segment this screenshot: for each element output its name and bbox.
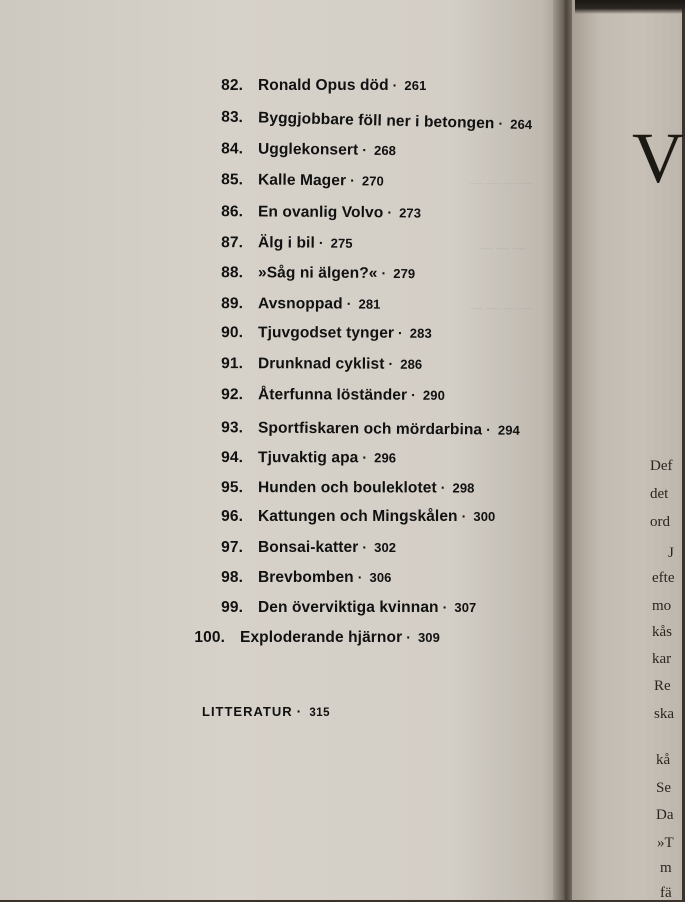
- toc-entry-number: 94.: [221, 449, 244, 467]
- right-page-fragment: fä: [660, 885, 672, 901]
- toc-entry-number: 87.: [221, 234, 244, 252]
- toc-entry-title: Drunknad cyklist: [257, 355, 385, 373]
- toc-entry-title: Hunden och bouleklotet: [257, 479, 437, 497]
- toc-entry-title: Älg i bil: [257, 234, 315, 252]
- toc-entry-number: 83.: [221, 108, 244, 127]
- toc-entry-page: 286: [400, 356, 423, 372]
- toc-entry-page: 283: [409, 325, 432, 341]
- toc-separator: ·: [362, 539, 368, 555]
- toc-entry-title: Exploderande hjärnor: [240, 629, 403, 646]
- toc-entry-number: 95.: [221, 479, 244, 497]
- toc-entry-number: 93.: [221, 419, 244, 437]
- toc-entry-number: 99.: [221, 599, 243, 616]
- toc-separator: ·: [388, 355, 394, 372]
- right-page-fragment: det: [650, 486, 669, 502]
- right-page-fragment: kar: [652, 651, 672, 667]
- show-through: — — — —: [470, 300, 532, 315]
- toc-entry-page: 302: [374, 540, 397, 555]
- toc-separator: ·: [296, 703, 303, 719]
- toc-entry-page: 307: [454, 600, 477, 615]
- toc-entry-number: 90.: [221, 324, 244, 342]
- toc-entry-page: 315: [309, 707, 330, 719]
- toc-entry-page: 294: [497, 422, 521, 438]
- toc-entry-page: 275: [330, 235, 353, 251]
- toc-entry: [200, 295, 381, 320]
- toc-entry: [200, 171, 384, 197]
- toc-separator: ·: [381, 264, 387, 281]
- toc-separator: ·: [440, 479, 446, 496]
- toc-entry-page: 281: [358, 296, 381, 312]
- toc-separator: ·: [461, 508, 467, 524]
- toc-entry-litteratur: [202, 703, 330, 719]
- toc-entry: [200, 234, 353, 259]
- toc-entry: [182, 629, 440, 653]
- toc-entry-page: 298: [452, 480, 475, 496]
- right-page-fragment: m: [660, 860, 672, 876]
- toc-separator: ·: [362, 449, 368, 466]
- toc-entry-title: Bonsai-katter: [258, 539, 359, 556]
- toc-entry-number: 82.: [221, 77, 243, 94]
- toc-entry-page: 300: [473, 509, 496, 524]
- toc-entry: [200, 569, 392, 593]
- toc-entry-number: 98.: [221, 569, 243, 586]
- toc-entry-number: 88.: [221, 264, 244, 282]
- toc-entry-title: Avsnoppad: [257, 295, 343, 313]
- toc-entry: [200, 479, 475, 503]
- toc-entry-title: Tjuvaktig apa: [257, 449, 359, 467]
- toc-separator: ·: [346, 295, 352, 312]
- toc-entry-number: 97.: [221, 539, 243, 556]
- toc-entry-title: LITTERATUR: [202, 704, 293, 719]
- toc-entry-title: Sportfiskaren och mördarbina: [257, 419, 483, 439]
- toc-entry-page: 309: [417, 630, 440, 645]
- toc-entry-page: 264: [510, 116, 533, 133]
- toc-separator: ·: [350, 172, 355, 189]
- toc-separator: ·: [357, 569, 363, 585]
- toc-separator: ·: [398, 324, 403, 341]
- toc-separator: ·: [406, 629, 411, 645]
- toc-entry-title: Ugglekonsert: [257, 140, 359, 159]
- toc-entry-page: 306: [369, 570, 392, 585]
- toc-entry-page: 290: [422, 387, 445, 403]
- toc-entry-page: 279: [393, 266, 416, 282]
- toc-entry: [200, 599, 476, 623]
- right-page-fragment: ska: [654, 706, 674, 722]
- right-page-fragment: »T: [657, 835, 674, 851]
- toc-entry-page: 270: [361, 173, 384, 189]
- toc-separator: ·: [362, 141, 368, 158]
- right-page-fragment: J: [668, 545, 674, 561]
- right-page-fragment: Re: [654, 678, 671, 694]
- toc-entry-title: Kalle Mager: [257, 171, 347, 190]
- toc-entry-title: Ronald Opus död: [258, 77, 389, 94]
- toc-entry-title: En ovanlig Volvo: [257, 203, 384, 222]
- toc-separator: ·: [318, 234, 324, 251]
- right-page-fragment: kås: [652, 624, 672, 640]
- toc-entry: [200, 264, 415, 289]
- toc-entry-number: 86.: [221, 203, 244, 221]
- toc-separator: ·: [411, 386, 416, 403]
- right-page-fragment: mo: [652, 598, 672, 614]
- right-page-fragment: Def: [650, 458, 673, 474]
- toc-entry-title: Kattungen och Mingskålen: [258, 508, 458, 525]
- right-page-fragment: efte: [652, 570, 675, 586]
- toc-entry: [200, 419, 520, 446]
- toc-entry: [200, 77, 426, 101]
- shadow-corner: [575, 0, 685, 14]
- toc-entry-page: 273: [399, 205, 422, 221]
- toc-entry-number: 92.: [221, 386, 244, 404]
- right-page-fragment: kå: [656, 752, 671, 768]
- toc-entry: [200, 355, 422, 380]
- toc-entry-title: Brevbomben: [258, 569, 354, 586]
- toc-separator: ·: [486, 421, 492, 438]
- toc-entry: [200, 203, 421, 229]
- chapter-initial: V: [632, 118, 684, 198]
- toc-entry-page: 268: [373, 142, 397, 159]
- toc-entry-number: 100.: [194, 629, 225, 646]
- toc-entry-number: 85.: [221, 171, 244, 189]
- toc-entry-page: 296: [374, 450, 397, 466]
- toc-entry: [200, 449, 396, 473]
- toc-entry: [200, 386, 445, 411]
- toc-entry-title: Byggjobbare föll ner i betongen: [257, 109, 495, 133]
- toc-entry-number: 89.: [221, 295, 244, 313]
- right-page-fragment: Se: [656, 780, 671, 796]
- toc-entry: [200, 140, 396, 166]
- toc-entry-number: 91.: [221, 355, 244, 373]
- toc-separator: ·: [387, 204, 393, 221]
- toc-entry: [200, 508, 495, 532]
- toc-entry-title: Tjuvgodset tynger: [257, 324, 395, 342]
- toc-entry: [200, 324, 432, 349]
- right-page-fragment: Da: [656, 807, 674, 823]
- toc-entry-title: Återfunna löständer: [257, 386, 408, 404]
- toc-entry-number: 84.: [221, 140, 244, 158]
- toc-entry-title: Den överviktiga kvinnan: [258, 599, 439, 616]
- toc-entry-title: »Såg ni älgen?«: [257, 264, 378, 282]
- toc-separator: ·: [498, 115, 504, 132]
- toc-entry-number: 96.: [221, 508, 243, 525]
- right-page-fragment: ord: [650, 514, 670, 530]
- toc-separator: ·: [392, 77, 398, 93]
- show-through: — — — —: [470, 175, 532, 190]
- toc-entry: [200, 539, 396, 563]
- show-through: — — —: [480, 240, 526, 255]
- toc-separator: ·: [442, 599, 448, 615]
- toc-entry-page: 261: [404, 78, 427, 93]
